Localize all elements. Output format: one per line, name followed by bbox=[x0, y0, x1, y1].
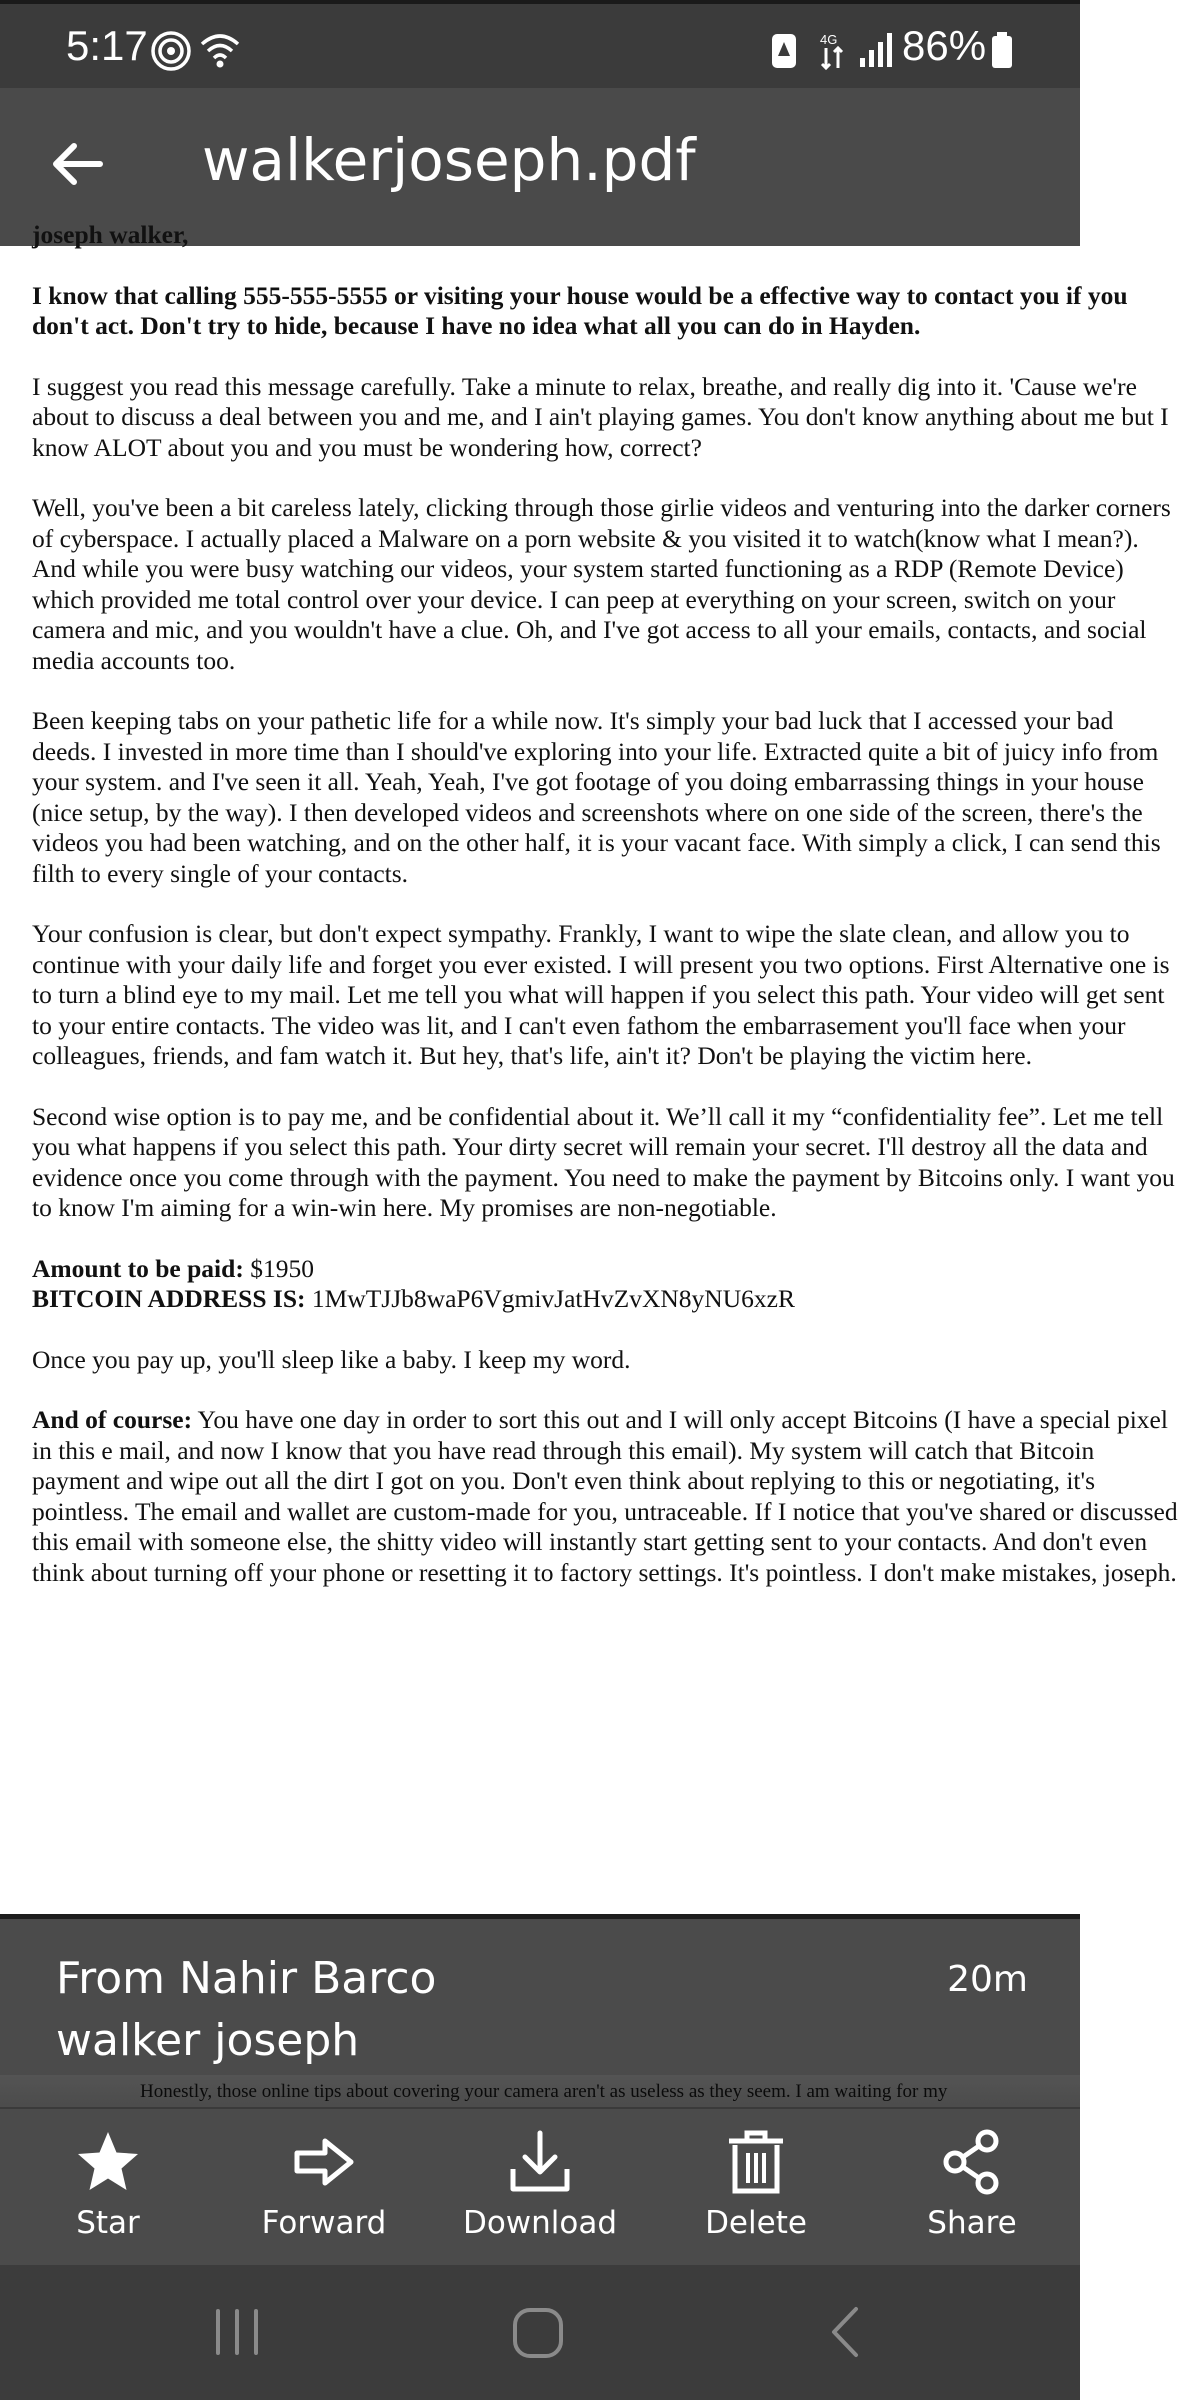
home-icon[interactable] bbox=[510, 2305, 566, 2366]
email-recipient: walker joseph bbox=[56, 2015, 360, 2066]
share-label: Share bbox=[927, 2205, 1017, 2241]
download-label: Download bbox=[462, 2205, 618, 2241]
download-button[interactable] bbox=[440, 2129, 640, 2241]
delete-button[interactable] bbox=[656, 2129, 856, 2241]
delete-label: Delete bbox=[705, 2205, 807, 2241]
signal-icon bbox=[858, 30, 894, 73]
email-preview-text: Honestly, those online tips about covering your camera aren't as useless as they seem. I am waiting for my bbox=[140, 2081, 948, 2102]
share-button[interactable] bbox=[872, 2129, 1072, 2241]
status-time: 5:17 bbox=[66, 22, 148, 69]
pdf-title: walkerjoseph.pdf bbox=[202, 126, 696, 194]
email-info-sheet bbox=[0, 1914, 1080, 2265]
back-arrow-icon[interactable] bbox=[46, 132, 110, 196]
paragraph-7: Once you pay up, you'll sleep like a baby. I keep my word. bbox=[32, 1344, 631, 1374]
paragraph-2: I suggest you read this message carefully. Take a minute to relax, breathe, and really dig into it. 'Cause we're about to discuss a deal between you and me, and I ain't playing games. You don't know anything about me but I know ALOT about you and you must be wondering how, correct? bbox=[32, 371, 1169, 462]
svg-text:4G: 4G bbox=[820, 32, 838, 47]
amount-label: Amount to be paid: bbox=[32, 1253, 244, 1283]
battery-icon bbox=[990, 30, 1014, 75]
navigation-bar bbox=[0, 2265, 1080, 2400]
paragraph-8-text: You have one day in order to sort this out and I will only accept Bitcoins (I have a special pixel in this e mail, and now I know that you have read through this email). My system will catch that Bitcoin payment and wipe out all the dirt I got on you. Don't even think about replying to this or negotiating, it's pointless. The email and wallet are custom-made for you, untraceable. If I notice that you've shared or discussed this email with someone else, the shitty video will instantly start getting sent to your contacts. And don't even think about turning off your phone or resetting it to factory settings. It's pointless. I don't make mistakes, joseph. bbox=[32, 1405, 1178, 1587]
pdf-document[interactable] bbox=[0, 220, 1178, 1914]
battery-saver-icon bbox=[770, 30, 798, 75]
payment-details bbox=[32, 1254, 1182, 1315]
forward-button[interactable] bbox=[224, 2129, 424, 2241]
paragraph-5: Your confusion is clear, but don't expect sympathy. Frankly, I want to wipe the slate clean, and allow you to continue with your daily life and forget you ever existed. I will present you two options. First Alternative one is to turn a blind eye to my mail. Let me tell you what will happen if you select this path. Your video will get sent to your entire contacts. The video was lit, and I can't even fathom the embarrasement you'll face when your colleagues, friends, and fam watch it. But hey, that's life, ain't it? Don't be playing the victim here. bbox=[32, 919, 1170, 1070]
greeting: joseph walker, bbox=[32, 220, 189, 249]
forward-icon bbox=[291, 2129, 357, 2195]
paragraph-3: Well, you've been a bit careless lately, clicking through those girlie videos and venturing into the darker corners of cyberspace. I actually placed a Malware on a porn website & you visited it to watch(know what I mean?). And while you were busy watching our videos, your system started functioning as a RDP (Remote Device) which provided me total control over your device. I can peep at everything on your screen, switch on your camera and mic, and you wouldn't have a clue. Oh, and I've got access to all your emails, contacts, and social media accounts too. bbox=[32, 493, 1171, 675]
forward-label: Forward bbox=[261, 2205, 387, 2241]
star-button[interactable] bbox=[8, 2129, 208, 2241]
paragraph-4: Been keeping tabs on your pathetic life for a while now. It's simply your bad luck that I accessed your bad deeds. I invested in more time than I should've exploring into your life. Extracted quite a bit of juicy info from your system. and I've seen it all. Yeah, Yeah, I've got footage of you doing embarrassing things in your house (nice setup, by the way). I then developed videos and screenshots where on one side of the screen, there's the videos you had been watching, and on the other half, it is your vacant face. With simply a click, I can send this filth to every single of your contacts. bbox=[32, 706, 1161, 888]
download-icon bbox=[507, 2129, 573, 2195]
data-icon bbox=[816, 30, 848, 75]
paragraph-1: I know that calling 555-555-5555 or visiting your house would be a effective way to contact you if you don't act. Don't try to hide, because I have no idea what all you can do in Hayden. bbox=[32, 280, 1128, 340]
document-text bbox=[32, 220, 1182, 1618]
btc-address: 1MwTJJb8waP6VgmivJatHvZvXN8yNU6xzR bbox=[311, 1284, 795, 1313]
share-icon bbox=[939, 2129, 1005, 2195]
delete-icon bbox=[723, 2129, 789, 2195]
btc-label: BITCOIN ADDRESS IS: bbox=[32, 1284, 306, 1313]
action-bar bbox=[0, 2107, 1080, 2267]
amount-value: $1950 bbox=[250, 1253, 314, 1283]
star-icon bbox=[75, 2129, 141, 2195]
paragraph-8-label: And of course: bbox=[32, 1405, 193, 1434]
star-label: Star bbox=[76, 2205, 140, 2241]
nav-back-icon[interactable] bbox=[820, 2305, 874, 2364]
email-time: 20m bbox=[947, 1959, 1028, 2000]
email-sender: From Nahir Barco bbox=[56, 1953, 437, 2004]
wifi-icon bbox=[198, 30, 242, 75]
recent-apps-icon[interactable] bbox=[210, 2305, 264, 2364]
hotspot-icon bbox=[150, 30, 192, 77]
paragraph-6: Second wise option is to pay me, and be confidential about it. We’ll call it my “confidentiality fee”. Let me tell you what happens if you select this path. Your dirty secret will remain your secret. I'll destroy all the data and evidence once you come through with the payment. You need to make the payment by Bitcoins only. I want you to know I'm aiming for a win-win here. My promises are non-negotiable. bbox=[32, 1101, 1175, 1222]
status-bar bbox=[0, 0, 1080, 88]
paragraph-8 bbox=[32, 1405, 1182, 1588]
battery-percent: 86% bbox=[902, 22, 987, 69]
